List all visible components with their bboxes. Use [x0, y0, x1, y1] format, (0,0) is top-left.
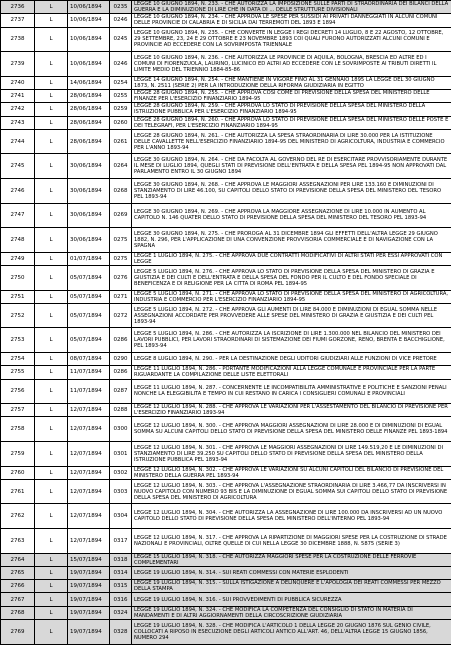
table-row — [1, 328, 451, 353]
act-date: 05/07/1894 — [68, 328, 110, 353]
act-type: L — [35, 228, 68, 253]
act-date: 30/06/1894 — [68, 179, 110, 204]
record-number: 2750 — [1, 266, 35, 291]
act-type: L — [35, 116, 68, 129]
act-description: LEGGE 28 GIUGNO 1894, N. 255. - CHE APPROVA COSI COME DI PREVISIONE DELLA SPESA DEL MINISTERO DELLE FINANZE PER L'ESERCIZIO FINANZIARIO 1894-95 — [132, 90, 451, 103]
table-row — [1, 116, 451, 129]
act-date: 14/06/1894 — [68, 76, 110, 89]
act-date: 28/06/1894 — [68, 116, 110, 129]
record-number: 2758 — [1, 417, 35, 442]
act-date: 10/06/1894 — [68, 52, 110, 77]
table-row — [1, 303, 451, 328]
publication-number: 0276 — [110, 266, 132, 291]
act-description: LEGGE 10 GIUGNO 1894, N. 235. - CHE CONVERTE IN LEGGE I REGI DECRETI 14 LUGLIO, 8 E 22 AGOSTO, 12 OTTOBRE, 29 SETTEMBRE, 23, 24 E 29 OTTOBRE E 23 NOVEMBRE 1893 COI QUALI FURONO AUTORIZZATI ALCUNI COMUNI E PROVINCIE AD ECCEDERE CON LA SOVRIMPOSTA TRIENNALE — [132, 27, 451, 52]
table-row — [1, 103, 451, 116]
act-description: LEGGE 30 GIUGNO 1894, N. 269. - CHE APPROVA LA MAGGIORE ASSEGNAZIONE DI LIRE 10.000 IN AUMENTO AL CAPITOLO N. 146 QUATER DELLO STATO DI PREVISIONE DELLA SPESA DEL MINISTERO DEL TESORO PEL 1893-94 — [132, 203, 451, 228]
record-number: 2756 — [1, 379, 35, 404]
act-type: L — [35, 417, 68, 442]
table-row — [1, 154, 451, 179]
table-row — [1, 504, 451, 529]
act-date: 08/07/1894 — [68, 353, 110, 366]
act-description: LEGGE 19 LUGLIO 1894, N. 328. - CHE MODIFICA L'ARTICOLO 1 DELLA LEGGE 20 GIUGNO 1876 SUL GENIO CIVILE, COLLOCATI A RIPOSO IN ESECUZIONE DEGLI ARTICOLI ANTICO ALL'ART. 46, DELL'ALTRA LEGGE 15 GIUGNO 1856, NUMERO 294 — [132, 620, 451, 645]
act-type: L — [35, 479, 68, 504]
table-row — [1, 179, 451, 204]
record-number: 2752 — [1, 303, 35, 328]
act-date: 11/07/1894 — [68, 379, 110, 404]
act-type: L — [35, 76, 68, 89]
act-date: 19/07/1894 — [68, 566, 110, 579]
act-description: LEGGE 11 LUGLIO 1894, N. 287. - CONCERNENTE LE INCOMPATIBILITA AMMINISTRATIVE E POLITICHE E SANZIONI PENALI NONCHE LA ELEGGIBILITA E TEMPO IN CUI RESTANO IN CARICA I CONSIGLIERI COMUNALI E PROVINCIALI — [132, 379, 451, 404]
act-type: L — [35, 290, 68, 303]
publication-number: 0303 — [110, 479, 132, 504]
act-date: 28/06/1894 — [68, 90, 110, 103]
act-date: 12/07/1894 — [68, 479, 110, 504]
act-type: L — [35, 154, 68, 179]
act-description: LEGGE 8 LUGLIO 1894, N. 290. - PER LA DESTINAZIONE DEGLI UDITORI GIUDIZIARI ALLE FUNZIONI DI VICE PRETORE — [132, 353, 451, 366]
table-row — [1, 14, 451, 27]
act-description: LEGGE 19 LUGLIO 1894, N. 315. - SULLA ISTIGAZIONE A DELINQUERE E L'APOLOGIA DEI REATI COMMESSI PER MEZZO DELLA STAMPA — [132, 580, 451, 593]
publication-number: 0254 — [110, 76, 132, 89]
law-registry-body — [1, 1, 451, 645]
table-row — [1, 203, 451, 228]
act-type: L — [35, 103, 68, 116]
act-type: L — [35, 90, 68, 103]
publication-number: 0261 — [110, 129, 132, 154]
publication-number: 0255 — [110, 90, 132, 103]
act-description: LEGGE 12 LUGLIO 1894, N. 300. - CHE APPROVA MAGGIORI ASSEGNAZIONI DI LIRE 28.000 E DI DIMINUZIONI DI EGUAL SOMMA SU ALCUNI CAPITOLI DELLO STATO DI PREVISIONE DELLA SPESA DEL MINISTERO DELLE FINANZE PEL 1893-1894 — [132, 417, 451, 442]
record-number: 2749 — [1, 252, 35, 265]
record-number: 2753 — [1, 328, 35, 353]
publication-number: 0328 — [110, 620, 132, 645]
table-row — [1, 529, 451, 554]
record-number: 2757 — [1, 404, 35, 417]
act-type: L — [35, 14, 68, 27]
publication-number: 0288 — [110, 404, 132, 417]
act-date: 28/06/1894 — [68, 103, 110, 116]
publication-number: 0245 — [110, 27, 132, 52]
act-type: L — [35, 504, 68, 529]
record-number: 2738 — [1, 27, 35, 52]
publication-number: 0286 — [110, 366, 132, 379]
act-type: L — [35, 27, 68, 52]
act-description: LEGGE 19 LUGLIO 1894, N. 316. - SUI PROVVEDIMENTI DI PUBBLICA SICUREZZA — [132, 593, 451, 606]
publication-number: 0272 — [110, 303, 132, 328]
act-type: L — [35, 442, 68, 467]
publication-number: 0324 — [110, 606, 132, 619]
record-number: 2744 — [1, 129, 35, 154]
table-row — [1, 566, 451, 579]
act-type: L — [35, 366, 68, 379]
publication-number: 0314 — [110, 566, 132, 579]
record-number: 2769 — [1, 620, 35, 645]
act-date: 10/06/1894 — [68, 14, 110, 27]
act-date: 19/07/1894 — [68, 606, 110, 619]
act-type: L — [35, 353, 68, 366]
record-number: 2743 — [1, 116, 35, 129]
record-number: 2737 — [1, 14, 35, 27]
table-row — [1, 620, 451, 645]
publication-number: 0275 — [110, 252, 132, 265]
act-type: L — [35, 404, 68, 417]
record-number: 2760 — [1, 466, 35, 479]
publication-number: 0264 — [110, 154, 132, 179]
record-number: 2746 — [1, 179, 35, 204]
record-number: 2754 — [1, 353, 35, 366]
record-number: 2759 — [1, 442, 35, 467]
table-row — [1, 90, 451, 103]
act-description: LEGGE 10 GIUGNO 1894, N. 233. - CHE AUTORIZZA LA IMPOSIZIONE SULLE PARTI DI STRAORDINARIA DEI BILANCI DELLA GUERRA E LA DIMINUZIONE DI LIRE CHE IN DATA DI ... DELLE STRUTTURE DIVISIONALI — [132, 1, 451, 14]
act-date: 10/06/1894 — [68, 27, 110, 52]
table-row — [1, 580, 451, 593]
publication-number: 0318 — [110, 553, 132, 566]
act-description: LEGGE 19 LUGLIO 1894, N. 314. - SUI REATI COMMESSI CON MATERIE ESPLODENTI — [132, 566, 451, 579]
record-number: 2764 — [1, 553, 35, 566]
table-row — [1, 76, 451, 89]
act-date: 30/06/1894 — [68, 154, 110, 179]
act-type: L — [35, 379, 68, 404]
record-number: 2747 — [1, 203, 35, 228]
act-description: LEGGE 5 LUGLIO 1894, N. 271. - CHE APPROVA LO STATO DI PREVISIONE DELLA SPESA DEL MINISTERO DI AGRICOLTURA, INDUSTRIA E COMMERCIO PER L'ESERCIZIO FINANZIARIO 1894-95 — [132, 290, 451, 303]
publication-number: 0269 — [110, 203, 132, 228]
record-number: 2740 — [1, 76, 35, 89]
act-date: 30/06/1894 — [68, 228, 110, 253]
act-description: LEGGE 28 GIUGNO 1894, N. 261. - CHE AUTORIZZA LA SPESA STRAORDINARIA DI LIRE 30.000 PER LA ISTITUZIONE DELLE CAVALLETTE NELL'ESERCIZIO FINANZIARIO 1894-95 DEL MINISTERO DI AGRICOLTURA, INDUSTRIA E COMMERCIO PER L'ANNO 1893-94 — [132, 129, 451, 154]
act-description: LEGGE 28 GIUGNO 1894, N. 260. - CHE APPROVA LO STATO DI PREVISIONE DELLA SPESA DEL MINISTERO DELLE POSTE E DEI TELEGRAFI, PER L'ESERCIZIO FINANZIARIO 1894-95 — [132, 116, 451, 129]
act-description: LEGGE 12 LUGLIO 1894, N. 317. - CHE APPROVA LA RIPARTIZIONE DI MAGGIORI SPESE PER LA COSTRUZIONE DI STRADE NAZIONALI E PROVINCIALI, OLTRE QUELLE DI CUI NELLA LEGGE 30 DICEMBRE 1888, N. 5875 (SERIE 3) — [132, 529, 451, 554]
publication-number: 0316 — [110, 593, 132, 606]
act-type: L — [35, 266, 68, 291]
act-type: L — [35, 179, 68, 204]
act-type: L — [35, 529, 68, 554]
act-description: LEGGE 12 LUGLIO 1894, N. 303. - CHE APPROVA L'ASSEGNAZIONE STRAORDINARIA DI LIRE 3.466,77 DA INSCRIVERSI IN NUOVO CAPITOLO CON NUMERO 93 BIS E LA DIMINUZIONE DI EGUAL SOMMA SUI CAPITOLI DELLO STATO DI PREVISIONE DELLA SPESA DEL MINISTERO DI AGRICOLTURA — [132, 479, 451, 504]
publication-number: 0315 — [110, 580, 132, 593]
act-description: LEGGE 14 GIUGNO 1894, N. 254. - CHE MANTIENE IN VIGORE FINO AL 31 GENNAIO 1895 LA LEGGE DEL 30 GIUGNO 1873, N. 2511 (SERIE 2) PER LA INTRODUZIONE DELLA RIFORMA GIUDIZIARIA IN EGITTO — [132, 76, 451, 89]
publication-number: 0268 — [110, 179, 132, 204]
act-description: LEGGE 5 LUGLIO 1894, N. 276. - CHE APPROVA LO STATO DI PREVISIONE DELLA SPESA DEL MINISTERO DI GRAZIA E GIUSTIZIA E DEI CULTI E DELL'ENTRATA E DELLA SPESA DEL FONDO PER IL CULTO E DEL FONDO SPECIALE DI BENEFICENZA E DI RELIGIONE PER LA CITTA DI ROMA PEL 1894-95 — [132, 266, 451, 291]
publication-number: 0259 — [110, 103, 132, 116]
table-row — [1, 417, 451, 442]
act-description: LEGGE 28 GIUGNO 1894, N. 259. - CHE APPROVA LO STATO DI PREVISIONE DELLA SPESA DEL MINISTERO DELLA ISTRUZIONE PUBBLICA PER L'ESERCIZIO FINANZIARIO 1894-95 — [132, 103, 451, 116]
table-row — [1, 252, 451, 265]
act-date: 05/07/1894 — [68, 303, 110, 328]
act-date: 10/06/1894 — [68, 1, 110, 14]
table-row — [1, 606, 451, 619]
act-type: L — [35, 566, 68, 579]
act-type: L — [35, 606, 68, 619]
publication-number: 0287 — [110, 379, 132, 404]
act-description: LEGGE 19 LUGLIO 1894, N. 324. - CHE MODIFICA LA COMPETENZA DEL CONSIGLIO DI STATO IN MATERIA DI MANDAMENTI E DI ALTRI AGGIORNAMENTI DELLA CIRCOSCRIZIONE GIUDIZIARIA — [132, 606, 451, 619]
table-row — [1, 27, 451, 52]
table-row — [1, 1, 451, 14]
act-description: LEGGE 12 LUGLIO 1894, N. 288. - CHE APPROVA LE VARIAZIONI PER L'ASSESTAMENTO DEL BILANCIO DI PREVISIONE PER L'ESERCIZIO FINANZIARIO 1893-94 — [132, 404, 451, 417]
table-row — [1, 129, 451, 154]
record-number: 2762 — [1, 504, 35, 529]
table-row — [1, 593, 451, 606]
publication-number: 0302 — [110, 466, 132, 479]
publication-number: 0286 — [110, 328, 132, 353]
publication-number: 0301 — [110, 442, 132, 467]
act-description: LEGGE 30 GIUGNO 1894, N. 264. - CHE DA FACOLTA AL GOVERNO DEL RE DI ESERCITARE PROVVISORIAMENTE DURANTE IL MESE DI LUGLIO 1894, QUEGLI STATI DI PREVISIONE DELL'ENTRATA E DELLA SPESA PEL 1894-95 NON APPROVATI DAL PARLAMENTO ENTRO IL 30 GIUGNO 1894 — [132, 154, 451, 179]
act-date: 05/07/1894 — [68, 290, 110, 303]
act-description: LEGGE 12 LUGLIO 1894, N. 302. - CHE APPROVA LE VARIAZIONI SU ALCUNI CAPITOLI DEL BILANCIO DI PREVISIONE DEL MINISTERO DELLA GUERRA PEL 1893-94 — [132, 466, 451, 479]
publication-number: 0260 — [110, 116, 132, 129]
table-row — [1, 466, 451, 479]
act-type: L — [35, 553, 68, 566]
record-number: 2767 — [1, 593, 35, 606]
act-date: 30/06/1894 — [68, 203, 110, 228]
publication-number: 0246 — [110, 14, 132, 27]
act-description: LEGGE 10 GIUGNO 1894, N. 236. - CHE AUTORIZZA LE PROVINCIE DI AQUILA, BOLOGNA, BRESCIA ED ALTRE ED I COMUNI DI FIORENZUOLA, LAURINO, LUCINICO ED ALTRI AD ECCEDERE CON LE SOVRIMPOSTE AI TRIBUTI DIRETTI IL LIMITE MEDIO DEL TRIENNIO 1884-85-86 — [132, 52, 451, 77]
act-date: 01/07/1894 — [68, 252, 110, 265]
act-date: 19/07/1894 — [68, 620, 110, 645]
act-description: LEGGE 5 LUGLIO 1894, N. 272. - CHE APPROVA GLI AUMENTI DI LIRE 84.000 E DIMINUZIONI DI EGUAL SOMMA NELLE ASSEGNAZIONI ACCORDATE PER PROVVEDERE ALLE SPESE DEL MINISTERO DI GRAZIA E GIUSTIZIA E DEI CULTI PEL 1893-94 — [132, 303, 451, 328]
act-description: LEGGE 5 LUGLIO 1894, N. 286. - CHE AUTORIZZA LA ISCRIZIONE DI LIRE 1.300.000 NEL BILANCIO DEL MINISTERO DEI LAVORI PUBBLICI, PER LAVORI STRAORDINARI DI SISTEMAZIONE DEI FIUMI GORZONE, RENO, BRENTA E BACCHIGLIONE, PEL 1893-94 — [132, 328, 451, 353]
publication-number: 0235 — [110, 1, 132, 14]
act-date: 12/07/1894 — [68, 442, 110, 467]
act-type: L — [35, 252, 68, 265]
act-type: L — [35, 593, 68, 606]
act-date: 15/07/1894 — [68, 553, 110, 566]
table-row — [1, 442, 451, 467]
act-type: L — [35, 1, 68, 14]
act-date: 28/06/1894 — [68, 129, 110, 154]
act-date: 12/07/1894 — [68, 504, 110, 529]
record-number: 2739 — [1, 52, 35, 77]
record-number: 2768 — [1, 606, 35, 619]
act-description: LEGGE 10 GIUGNO 1894, N. 234. - CHE APPROVA LE SPESE PER SUSSIDI AI PRIVATI DANNEGGIATI IN ALCUNI COMUNI DELLE PROVINCIE DI CALABRIA E DI SICILIA DAI TERREMOTI DEL 1893 E 1894 — [132, 14, 451, 27]
record-number: 2765 — [1, 566, 35, 579]
record-number: 2736 — [1, 1, 35, 14]
act-date: 19/07/1894 — [68, 580, 110, 593]
publication-number: 0317 — [110, 529, 132, 554]
record-number: 2761 — [1, 479, 35, 504]
table-row — [1, 266, 451, 291]
act-description: LEGGE 12 LUGLIO 1894, N. 301. - CHE APPROVA LE MAGGIORI ASSEGNAZIONI DI LIRE 149.519,20 E LE DIMINUZIONI DI STANZIAMENTO DI LIRE 39.250 SU CAPITOLI DELLO STATO DI PREVISIONE DELLA SPESA DEL MINISTERO DELLA ISTRUZIONE PUBBLICA PEL 1893-94 — [132, 442, 451, 467]
table-row — [1, 553, 451, 566]
record-number: 2763 — [1, 529, 35, 554]
publication-number: 0300 — [110, 417, 132, 442]
table-row — [1, 479, 451, 504]
record-number: 2741 — [1, 90, 35, 103]
table-row — [1, 379, 451, 404]
act-date: 12/07/1894 — [68, 417, 110, 442]
act-type: L — [35, 620, 68, 645]
record-number: 2755 — [1, 366, 35, 379]
record-number: 2751 — [1, 290, 35, 303]
act-date: 19/07/1894 — [68, 593, 110, 606]
publication-number: 0304 — [110, 504, 132, 529]
record-number: 2766 — [1, 580, 35, 593]
table-row — [1, 366, 451, 379]
act-description: LEGGE 1 LUGLIO 1894, N. 275. - CHE APPROVA DUE CONTRATTI MODIFICATIVI DI ALTRI STATI PER ESSI APPROVATI CON LEGGE — [132, 252, 451, 265]
act-type: L — [35, 203, 68, 228]
act-type: L — [35, 129, 68, 154]
act-type: L — [35, 303, 68, 328]
act-type: L — [35, 580, 68, 593]
act-date: 05/07/1894 — [68, 266, 110, 291]
record-number: 2748 — [1, 228, 35, 253]
table-row — [1, 404, 451, 417]
publication-number: 0275 — [110, 228, 132, 253]
act-type: L — [35, 328, 68, 353]
act-description: LEGGE 15 LUGLIO 1894, N. 318. - CHE AUTORIZZA MAGGIORI SPESE PER LA COSTRUZIONE DELLE FERROVIE COMPLEMENTARI — [132, 553, 451, 566]
act-type: L — [35, 52, 68, 77]
table-row — [1, 52, 451, 77]
act-date: 12/07/1894 — [68, 529, 110, 554]
publication-number: 0271 — [110, 290, 132, 303]
act-description: LEGGE 30 GIUGNO 1894, N. 268. - CHE APPROVA LE MAGGIORI ASSEGNAZIONI PER LIRE 133.160 E DIMINUZIONI DI STANZIAMENTO DI LIRE 46.100, SU CAPITOLI DELLO STATO DI PREVISIONE DELLA SPESA DEL MINISTERO DEL TESORO PEL 1893-94 — [132, 179, 451, 204]
table-row — [1, 353, 451, 366]
table-row — [1, 290, 451, 303]
publication-number: 0290 — [110, 353, 132, 366]
act-date: 12/07/1894 — [68, 404, 110, 417]
act-date: 12/07/1894 — [68, 466, 110, 479]
act-type: L — [35, 466, 68, 479]
act-description: LEGGE 11 LUGLIO 1894, N. 286. - PORTANTE MODIFICAZIONI ALLA LEGGE COMUNALE E PROVINCIALE PER LA PARTE RIGUARDANTE LA COMPILAZIONE DELLE LISTE ELETTORALI — [132, 366, 451, 379]
act-date: 11/07/1894 — [68, 366, 110, 379]
act-description: LEGGE 30 GIUGNO 1894, N. 275. - CHE PROROGA AL 31 DICEMBRE 1894 GLI EFFETTI DELL'ALTRA LEGGE 29 GIUGNO 1882, N. 296, PER L'APPLICAZIONE DI UNA CONVENZIONE PROVVISORIA COMMERCIALE E DI NAVIGAZIONE CON LA SPAGNA — [132, 228, 451, 253]
publication-number: 0246 — [110, 52, 132, 77]
record-number: 2745 — [1, 154, 35, 179]
act-description: LEGGE 12 LUGLIO 1894, N. 304. - CHE AUTORIZZA LA ASSEGNAZIONE DI LIRE 100.000 DA INSCRIVERSI AD UN NUOVO CAPITOLO DELLO STATO DI PREVISIONE DELLA SPESA DEL MINISTERO DELL'INTERNO PEL 1893-94 — [132, 504, 451, 529]
record-number: 2742 — [1, 103, 35, 116]
table-row — [1, 228, 451, 253]
